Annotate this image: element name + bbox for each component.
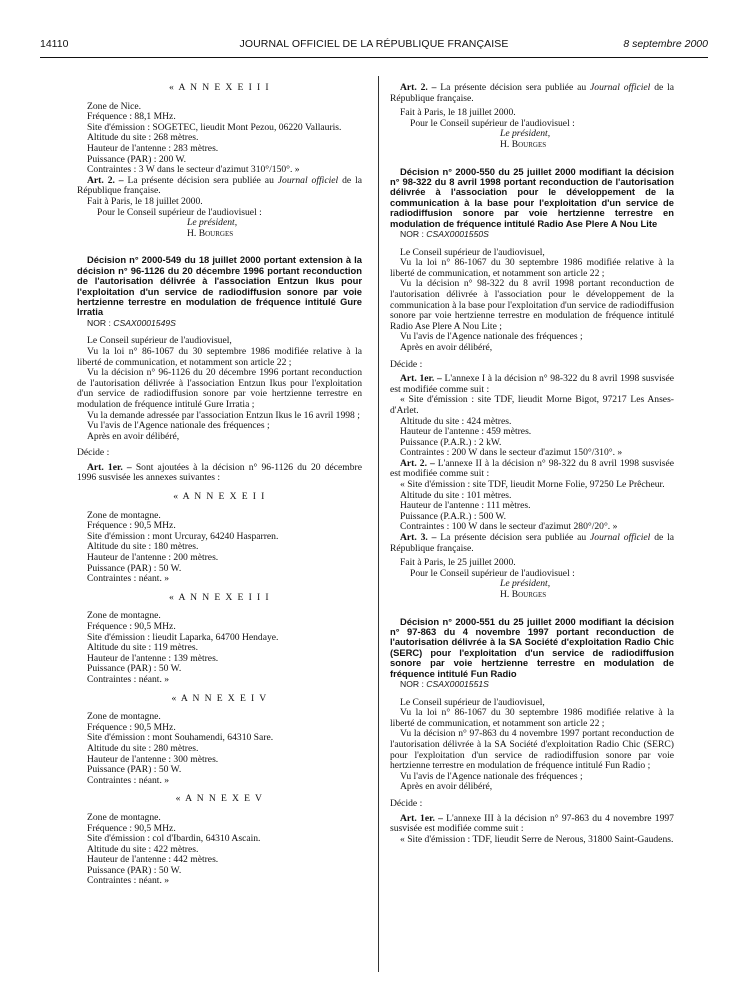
annexe-line: Site d'émission : SOGETEC, lieudit Mont Pezou, 06220 Vallauris. (87, 121, 342, 133)
page-number: 14110 (40, 38, 69, 50)
annexe-line: Fréquence : 90,5 MHz. (87, 822, 176, 834)
nor-value: CSAX0001551S (426, 679, 489, 690)
annexe-heading: « A N N E X E I I I (169, 591, 270, 603)
site-detail: Puissance (P.A.R.) : 500 W. (400, 510, 507, 522)
annexe-line: Hauteur de l'antenne : 300 mètres. (87, 753, 219, 765)
annexe-line: Altitude du site : 119 mètres. (87, 642, 199, 654)
column-divider (378, 76, 379, 972)
annexe-heading: « A N N E X E I V (171, 692, 268, 704)
article-1 (77, 463, 362, 484)
site-detail: Puissance (P.A.R.) : 2 kW. (400, 436, 502, 448)
annexe-line: Site d'émission : mont Souhamendi, 64310 Sare. (87, 732, 274, 744)
decision-title: Décision n° 2000-551 du 25 juillet 2000 modifiant la décision n° 97-863 du 4 novembre 1997 portant reconduction de l'autorisation délivrée à la SA Société d'exploitation Radio Chic (SERC) pour l'exploitation d'un service de radiodiffusion sonore par voie hertzienne terrestre en modulation de fréquence intitulé Fun Radio (390, 615, 674, 679)
signature-place-date: Fait à Paris, le 18 juillet 2000. (400, 107, 516, 119)
preamble-line: Le Conseil supérieur de l'audiovisuel, (87, 335, 232, 347)
article-2 (390, 83, 674, 104)
annexe-line: Fréquence : 90,5 MHz. (87, 621, 176, 632)
annexe-line: Site d'émission : col d'Ibardin, 64310 Ascain. (87, 833, 261, 845)
article-3 (390, 533, 674, 554)
article-2 (390, 459, 674, 480)
annexe-line: Fréquence : 88,1 MHz. (87, 111, 176, 123)
article-text: de la République française. (390, 532, 674, 554)
signature-line: Pour le Conseil supérieur de l'audiovisuel : (410, 567, 575, 579)
nor-label: NOR : (400, 229, 427, 239)
annexe-line: Zone de montagne. (87, 711, 161, 723)
site-detail: Contraintes : 200 W dans le secteur d'azimut 150°/310°. » (400, 447, 623, 459)
annexe-line: Puissance (PAR) : 200 W. (87, 153, 187, 165)
annexe-line: Site d'émission : mont Urcuray, 64240 Hasparren. (87, 530, 279, 542)
annexe-line: Hauteur de l'antenne : 200 mètres. (87, 552, 219, 564)
annexe-line: Contraintes : 3 W dans le secteur d'azimut 310°/150°. » (87, 164, 300, 176)
site-detail: Hauteur de l'antenne : 459 mètres. (400, 426, 532, 438)
preamble-line: Le Conseil supérieur de l'audiovisuel, (400, 246, 545, 258)
journal-title: JOURNAL OFFICIEL DE LA RÉPUBLIQUE FRANÇAISE (239, 38, 509, 50)
annexe-line: Puissance (PAR) : 50 W. (87, 663, 182, 675)
article-label: Art. 2. – (400, 82, 437, 93)
article-2 (77, 176, 362, 197)
preamble-line: Après en avoir délibéré, (400, 341, 493, 353)
annexe-line: Contraintes : néant. » (87, 774, 170, 786)
preamble-line: Vu la décision n° 97-863 du 4 novembre 1997 portant reconduction de l'autorisation délivrée à la SA Société d'exploitation Radio Chic (SERC) pour l'exploitation d'un service de radiodiffusion sonore par voie hertzienne terrestre en modulation de fréquence intitulé Fun Radio ; (390, 728, 674, 772)
article-label: Art. 1er. – (87, 461, 132, 473)
signature-place-date: Fait à Paris, le 18 juillet 2000. (87, 195, 203, 207)
annexe-heading: « A N N E X E I I I (169, 82, 270, 93)
annexe-line: Contraintes : néant. » (87, 875, 170, 887)
preamble-line: Vu la décision n° 98-322 du 8 avril 1998 portant reconduction de l'autorisation délivrée à l'association pour le développement de la communication à la base pour l'exploitation d'un service de radiodiffusion sonore par voie hertzienne terrestre en modulation de fréquence intitulé Radio Ase Plere A Nou Lite ; (390, 278, 674, 332)
preamble-line: Vu la demande adressée par l'association Entzun Ikus le 16 avril 1998 ; (87, 409, 360, 421)
nor-value: CSAX0001549S (113, 317, 176, 328)
nor-label: NOR : (87, 317, 114, 328)
decide-heading: Décide : (77, 447, 110, 459)
nor-value: CSAX0001550S (426, 229, 489, 239)
annexe-heading: « A N N E X E V (175, 793, 264, 805)
signature-role: Le président, (500, 578, 551, 590)
annexe-line: Puissance (PAR) : 50 W. (87, 562, 182, 574)
signature-name: H. Bourges (500, 589, 547, 600)
decide-heading: Décide : (390, 358, 423, 370)
annexe-line: Contraintes : néant. » (87, 573, 170, 585)
site-line: « Site d'émission : site TDF, lieudit Morne Folie, 97250 Le Prêcheur. (400, 479, 665, 491)
decide-heading: Décide : (390, 797, 423, 809)
annexe-line: Altitude du site : 280 mètres. (87, 742, 199, 754)
preamble-line: Vu la loi n° 86-1067 du 30 septembre 1986 modifiée relative à la liberté de communication, et notamment son article 22 ; (77, 345, 362, 368)
site-line: « Site d'émission : TDF, lieudit Serre de Nerous, 31800 Saint-Gaudens. (400, 833, 674, 845)
preamble-line: Vu la loi n° 86-1067 du 30 septembre 1986 modifiée relative à la liberté de communication, et notamment son article 22 ; (390, 707, 674, 729)
site-detail: Contraintes : 100 W dans le secteur d'azimut 280°/20°. » (400, 521, 618, 533)
article-label: Art. 1er. – (400, 812, 443, 824)
nor-reference (390, 679, 674, 690)
article-text: La présente décision sera publiée au (436, 532, 591, 544)
signature-name: H. Bourges (500, 138, 547, 150)
signature-role: Le président, (500, 128, 551, 140)
preamble-line: Après en avoir délibéré, (400, 781, 493, 793)
right-column (390, 83, 674, 845)
annexe-line: Zone de Nice. (87, 100, 142, 112)
article-1 (390, 814, 674, 835)
article-text: de la République française. (390, 82, 674, 104)
annexe-line: Contraintes : néant. » (87, 673, 170, 685)
site-detail: Altitude du site : 101 mètres. (400, 489, 512, 501)
journal-name: Journal officiel (590, 532, 651, 544)
header-rule (40, 57, 708, 58)
signature-line: Pour le Conseil supérieur de l'audiovisuel : (410, 117, 575, 129)
article-label: Art. 2. – (87, 174, 124, 186)
article-label: Art. 3. – (400, 532, 437, 544)
article-label: Art. 2. – (400, 457, 435, 469)
nor-reference (390, 229, 674, 240)
annexe-line: Hauteur de l'antenne : 442 mètres. (87, 854, 219, 866)
article-text: de la République française. (77, 174, 362, 197)
annexe-line: Altitude du site : 422 mètres. (87, 843, 199, 855)
decision-title: Décision n° 2000-549 du 18 juillet 2000 portant extension à la décision n° 96-1126 du 20 décembre 1996 portant reconduction de l'autorisation délivrée à l'association Entzun Ikus pour l'exploitation d'un service de radiodiffusion sonore par voie hertzienne terrestre en modulation de fréquence intitulé Gure Irratia (77, 254, 362, 318)
site-detail: Altitude du site : 424 mètres. (400, 415, 512, 427)
decision-title: Décision n° 2000-550 du 25 juillet 2000 modifiant la décision n° 98-322 du 8 avril 1998 portant reconduction de l'autorisation délivrée à l'association pour le développement de la communication à la base pour l'exploitation d'un service de radiodiffusion sonore par voie hertzienne terrestre en modulation de fréquence intitulé Radio Ase Plere A Nou Lite (390, 165, 674, 229)
annexe-line: Hauteur de l'antenne : 139 mètres. (87, 652, 219, 664)
annexe-line: Altitude du site : 180 mètres. (87, 541, 199, 553)
site-detail: Hauteur de l'antenne : 111 mètres. (400, 500, 531, 512)
article-text: La présente décision sera publiée au (436, 82, 591, 93)
preamble-line: Vu l'avis de l'Agence nationale des fréquences ; (400, 770, 583, 782)
annexe-line: Altitude du site : 268 mètres. (87, 132, 199, 144)
article-label: Art. 1er. – (400, 373, 442, 385)
annexe-line: Zone de montagne. (87, 811, 161, 823)
preamble-line: Vu l'avis de l'Agence nationale des fréquences ; (87, 420, 270, 432)
annexe-heading: « A N N E X E I I (173, 491, 266, 503)
preamble-line: Vu l'avis de l'Agence nationale des fréquences ; (400, 331, 583, 343)
nor-reference (77, 318, 362, 329)
journal-name: Journal officiel (590, 82, 651, 93)
annexe-line: Puissance (PAR) : 50 W. (87, 864, 182, 876)
article-text: L'annexe I à la décision n° 98-322 du 8 avril 1998 susvisée est modifiée comme suit : (390, 373, 674, 395)
annexe-line: Site d'émission : lieudit Laparka, 64700 Hendaye. (87, 631, 279, 643)
preamble-line: Le Conseil supérieur de l'audiovisuel, (400, 696, 545, 708)
annexe-line: Puissance (PAR) : 50 W. (87, 764, 182, 776)
signature-role: Le président, (187, 217, 238, 229)
nor-label: NOR : (400, 679, 427, 690)
page-header (40, 38, 708, 54)
site-line: « Site d'émission : site TDF, lieudit Morne Bigot, 97217 Les Anses-d'Arlet. (390, 394, 674, 416)
preamble-line: Vu la décision n° 96-1126 du 20 décembre 1996 portant reconduction de l'autorisation délivrée à l'association Entzun Ikus pour l'exploitation d'un service de radiodiffusion sonore par voie hertzienne terrestre en modulation de fréquence intitulé Gure Irratia ; (77, 367, 362, 410)
annexe-line: Zone de montagne. (87, 509, 161, 521)
left-column (77, 83, 362, 887)
signature-place-date: Fait à Paris, le 25 juillet 2000. (400, 557, 516, 569)
annexe-line: Fréquence : 90,5 MHz. (87, 520, 176, 532)
journal-name: Journal officiel (277, 174, 339, 186)
article-text: L'annexe III à la décision n° 97-863 du 4 novembre 1997 susvisée est modifiée comme suit : (390, 812, 674, 835)
signature-line: Pour le Conseil supérieur de l'audiovisuel : (97, 206, 262, 218)
publication-date: 8 septembre 2000 (623, 38, 708, 50)
article-text: La présente décision sera publiée au (123, 174, 278, 186)
annexe-line: Hauteur de l'antenne : 283 mètres. (87, 142, 219, 154)
preamble-line: Vu la loi n° 86-1067 du 30 septembre 1986 modifiée relative à la liberté de communication, et notamment son article 22 ; (390, 257, 674, 279)
annexe-line: Zone de montagne. (87, 610, 161, 622)
article-text: L'annexe II à la décision n° 98-322 du 8 avril 1998 susvisée est modifiée comme suit : (390, 457, 674, 480)
annexe-line: Fréquence : 90,5 MHz. (87, 721, 176, 733)
preamble-line: Après en avoir délibéré, (87, 430, 180, 442)
signature-name: H. Bourges (187, 227, 234, 239)
article-text: Sont ajoutées à la décision n° 96-1126 du 20 décembre 1996 susvisée les annexes suivantes : (77, 461, 362, 484)
article-1 (390, 374, 674, 395)
